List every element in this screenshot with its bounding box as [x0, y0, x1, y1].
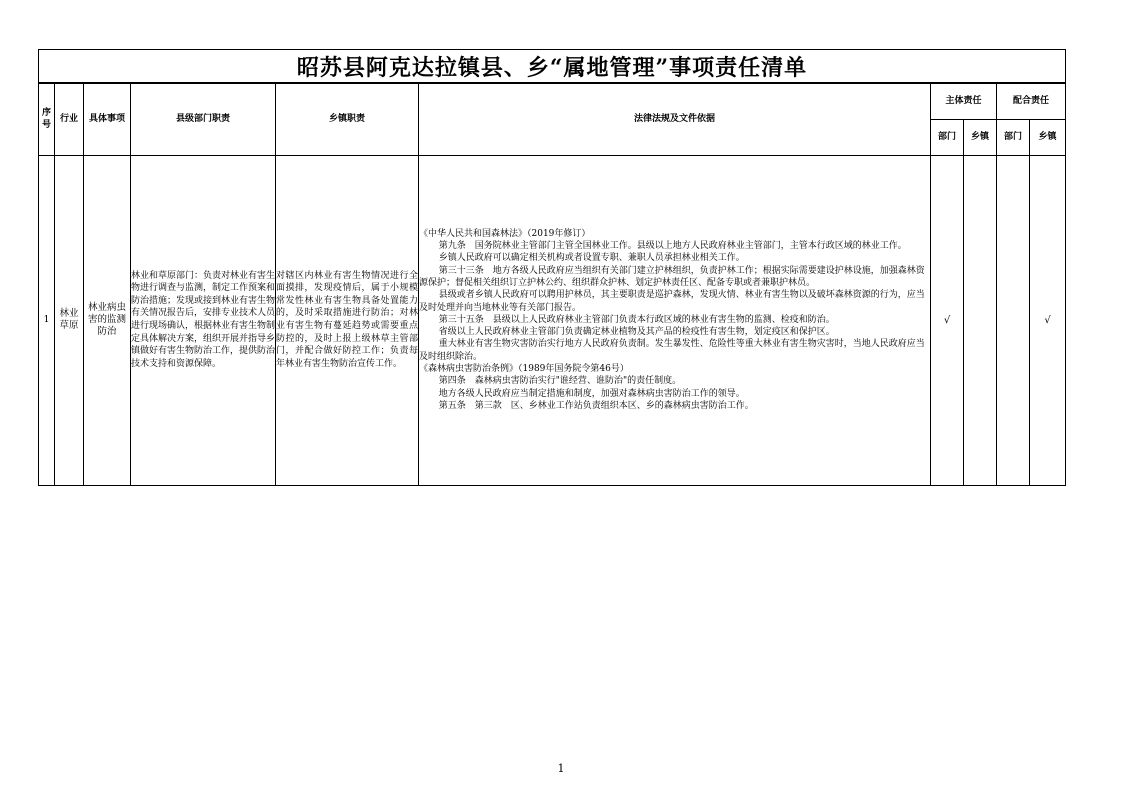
header-industry: 行业 — [55, 83, 84, 155]
law-paragraph: 县级或者乡镇人民政府可以聘用护林员，其主要职责是巡护森林，发现火情、林业有害生物以及破坏森林资源的行为，应当及时处理并向当地林业等有关部门报告。 — [419, 290, 925, 313]
row-item: 林业病虫害的监测防治 — [84, 155, 131, 485]
law-paragraph: 《中华人民共和国森林法》（2019年修订） — [419, 228, 591, 239]
law-paragraph: 第四条 森林病虫害防治实行"谁经营、谁防治"的责任制度。 — [438, 376, 682, 387]
law-paragraph: 第九条 国务院林业主管部门主管全国林业工作。县级以上地方人民政府林业主管部门，主管本行政区域的林业工作。 — [438, 241, 907, 252]
header-seq: 序号 — [39, 83, 55, 155]
page-number: 1 — [557, 762, 565, 775]
law-text — [419, 228, 930, 412]
header-main-township: 乡镇 — [964, 119, 997, 155]
row-main-township-check — [964, 155, 997, 485]
law-paragraph: 乡镇人民政府可以确定相关机构或者设置专职、兼职人员承担林业相关工作。 — [438, 253, 745, 264]
row-township-duty: 对辖区内林业有害生物情况进行全面摸排，发现疫情后，属于小规模常发性林业有害生物具备处置能力的，及时采取措施进行防治；对林业有害生物有蔓延趋势或需要重点防控的，及时上报上级林草主管部门，并配合做好防控工作；负责每年林业有害生物防治宣传工作。 — [276, 155, 419, 485]
law-paragraph: 重大林业有害生物灾害防治实行地方人民政府负责制。发生暴发性、危险性等重大林业有害生物灾害时，当地人民政府应当及时组织除治。 — [419, 339, 925, 362]
row-coop-township-check: √ — [1030, 155, 1066, 485]
header-coop-township: 乡镇 — [1030, 119, 1066, 155]
law-paragraph: 第三十三条 地方各级人民政府应当组织有关部门建立护林组织，负责护林工作；根据实际需要建设护林设施，加强森林资源保护；督促相关组织订立护林公约、组织群众护林、划定护林责任区、配备专职或者兼职护林员。 — [419, 265, 925, 288]
row-coop-dept-check — [997, 155, 1030, 485]
header-law-basis: 法律法规及文件依据 — [419, 83, 931, 155]
row-county-duty: 林业和草原部门：负责对林业有害生物进行调查与监测，制定工作预案和防治措施；发现或接到林业有害生物有关情况报告后，安排专业技术人员进行现场确认，根据林业有害生物制定具体解决方案，组织开展并指导乡镇做好有害生物防治工作，提供防治技术支持和资源保障。 — [131, 155, 276, 485]
law-paragraph: 《森林病虫害防治条例》（1989年国务院令第46号） — [419, 364, 629, 375]
responsibility-table — [38, 49, 1066, 486]
row-main-dept-check: √ — [931, 155, 964, 485]
law-paragraph: 地方各级人民政府应当制定措施和制度，加强对森林病虫害防治工作的领导。 — [438, 388, 745, 399]
header-township-duty: 乡镇职责 — [276, 83, 419, 155]
header-main-dept: 部门 — [931, 119, 964, 155]
header-coop-resp: 配合责任 — [997, 83, 1066, 119]
header-main-resp: 主体责任 — [931, 83, 997, 119]
header-item: 具体事项 — [84, 83, 131, 155]
row-seq: 1 — [39, 155, 55, 485]
law-paragraph: 省级以上人民政府林业主管部门负责确定林业植物及其产品的检疫性有害生物，划定疫区和保护区。 — [438, 327, 835, 338]
header-coop-dept: 部门 — [997, 119, 1030, 155]
law-paragraph: 第五条 第三款 区、乡林业工作站负责组织本区、乡的森林病虫害防治工作。 — [438, 400, 754, 411]
row-industry: 林业草原 — [55, 155, 84, 485]
table-row — [39, 155, 1066, 485]
row-law-basis — [419, 155, 931, 485]
page-title: 昭苏县阿克达拉镇县、乡“属地管理”事项责任清单 — [39, 50, 1066, 84]
law-paragraph: 第三十五条 县级以上人民政府林业主管部门负责本行政区域的林业有害生物的监测、检疫和防治。 — [438, 314, 835, 325]
header-county-duty: 县级部门职责 — [131, 83, 276, 155]
